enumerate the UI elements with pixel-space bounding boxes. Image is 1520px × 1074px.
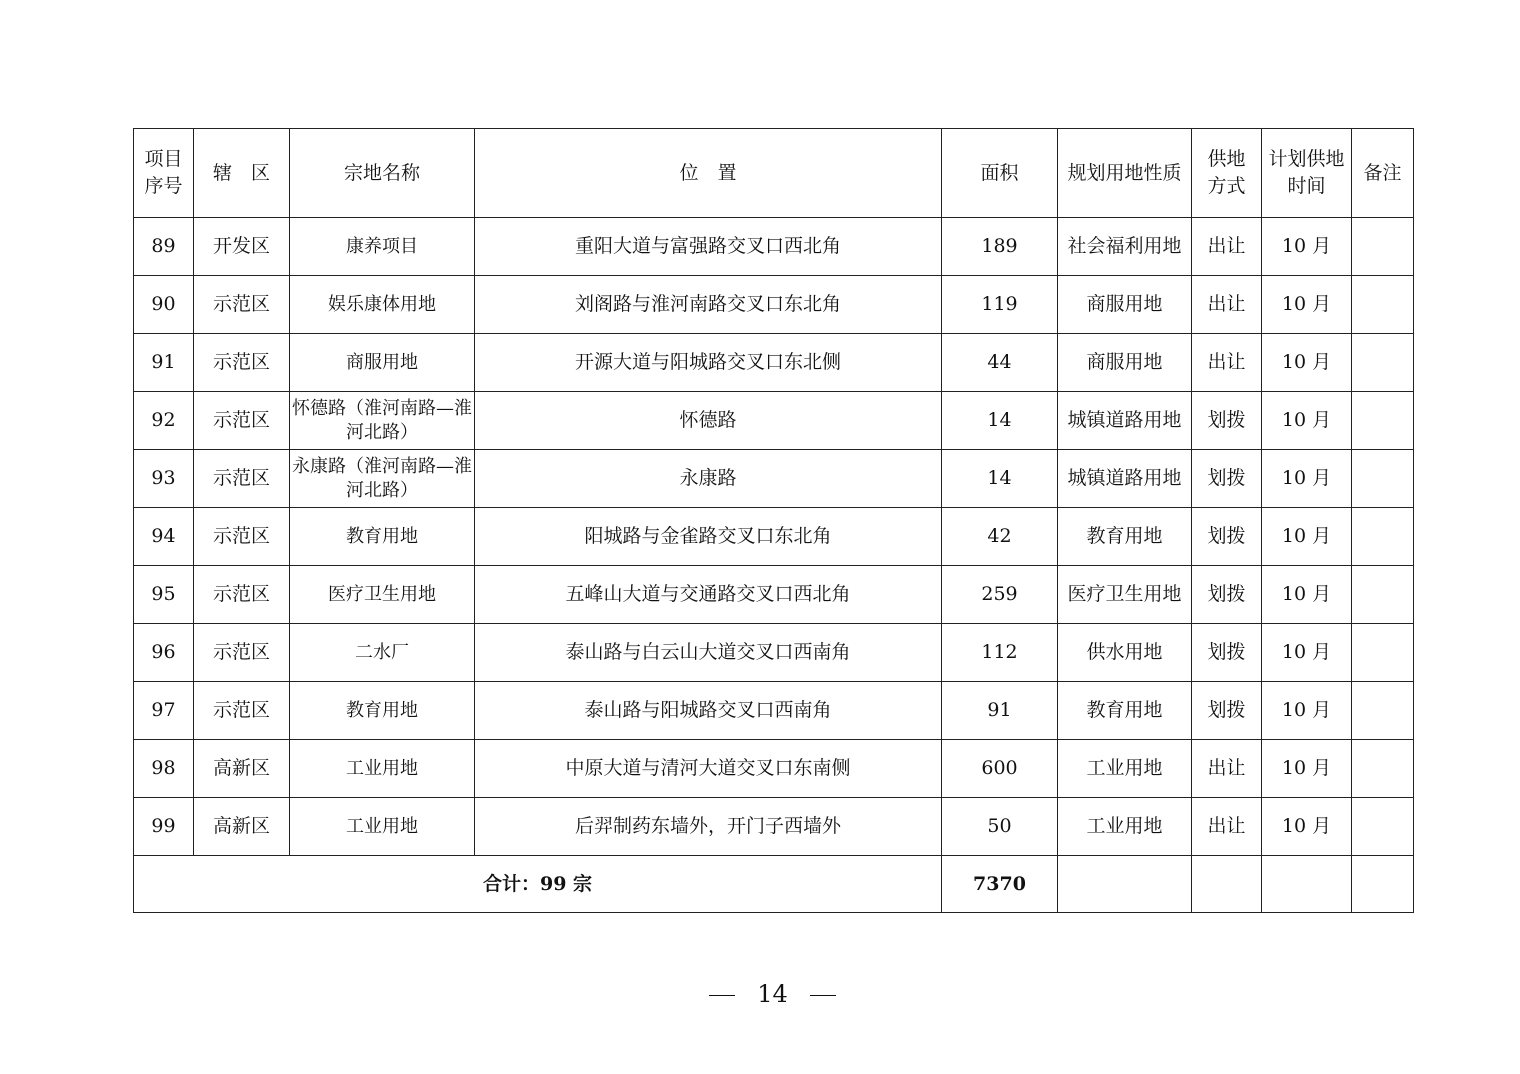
cell-usage: 工业用地 <box>1058 798 1192 856</box>
cell-name: 医疗卫生用地 <box>290 566 475 624</box>
cell-index: 99 <box>134 798 194 856</box>
cell-supply: 出让 <box>1192 740 1262 798</box>
cell-location: 中原大道与清河大道交叉口东南侧 <box>475 740 942 798</box>
cell-location: 泰山路与白云山大道交叉口西南角 <box>475 624 942 682</box>
table-row <box>134 218 1414 276</box>
header-name: 宗地名称 <box>290 129 475 218</box>
cell-district: 示范区 <box>194 276 290 334</box>
table-row <box>134 508 1414 566</box>
cell-note <box>1352 682 1414 740</box>
header-area: 面积 <box>942 129 1058 218</box>
total-row <box>134 856 1414 913</box>
cell-supply: 划拨 <box>1192 566 1262 624</box>
cell-index: 97 <box>134 682 194 740</box>
cell-time: 10 月 <box>1262 392 1352 450</box>
table-body <box>134 218 1414 856</box>
cell-name: 工业用地 <box>290 740 475 798</box>
cell-name: 怀德路（淮河南路—淮河北路） <box>290 392 475 450</box>
cell-area: 189 <box>942 218 1058 276</box>
cell-area: 50 <box>942 798 1058 856</box>
total-empty-cell <box>1262 856 1352 913</box>
cell-supply: 划拨 <box>1192 450 1262 508</box>
cell-location: 五峰山大道与交通路交叉口西北角 <box>475 566 942 624</box>
table-row <box>134 740 1414 798</box>
cell-district: 示范区 <box>194 450 290 508</box>
cell-note <box>1352 508 1414 566</box>
cell-area: 44 <box>942 334 1058 392</box>
cell-note <box>1352 334 1414 392</box>
cell-note <box>1352 624 1414 682</box>
cell-usage: 工业用地 <box>1058 740 1192 798</box>
cell-time: 10 月 <box>1262 624 1352 682</box>
header-district: 辖 区 <box>194 129 290 218</box>
cell-usage: 城镇道路用地 <box>1058 450 1192 508</box>
cell-area: 259 <box>942 566 1058 624</box>
cell-supply: 出让 <box>1192 798 1262 856</box>
cell-name: 商服用地 <box>290 334 475 392</box>
dash-right <box>810 995 836 996</box>
header-row <box>134 129 1414 218</box>
cell-time: 10 月 <box>1262 450 1352 508</box>
cell-note <box>1352 450 1414 508</box>
cell-location: 后羿制药东墙外，开门子西墙外 <box>475 798 942 856</box>
page-footer <box>0 980 1520 1008</box>
cell-name: 教育用地 <box>290 508 475 566</box>
table-header <box>134 129 1414 218</box>
page-number: 14 <box>757 980 788 1008</box>
cell-time: 10 月 <box>1262 334 1352 392</box>
table-row <box>134 624 1414 682</box>
cell-name: 永康路（淮河南路—淮河北路） <box>290 450 475 508</box>
table-row <box>134 276 1414 334</box>
cell-usage: 教育用地 <box>1058 508 1192 566</box>
cell-index: 98 <box>134 740 194 798</box>
cell-name: 娱乐康体用地 <box>290 276 475 334</box>
cell-district: 示范区 <box>194 624 290 682</box>
cell-note <box>1352 392 1414 450</box>
cell-index: 96 <box>134 624 194 682</box>
cell-district: 高新区 <box>194 798 290 856</box>
cell-index: 94 <box>134 508 194 566</box>
dash-left <box>709 995 735 996</box>
cell-area: 112 <box>942 624 1058 682</box>
cell-note <box>1352 798 1414 856</box>
cell-time: 10 月 <box>1262 276 1352 334</box>
cell-index: 93 <box>134 450 194 508</box>
cell-usage: 社会福利用地 <box>1058 218 1192 276</box>
cell-note <box>1352 218 1414 276</box>
cell-area: 14 <box>942 450 1058 508</box>
cell-area: 14 <box>942 392 1058 450</box>
total-empty-cell <box>1192 856 1262 913</box>
total-label: 合计：99 宗 <box>134 856 942 913</box>
cell-location: 泰山路与阳城路交叉口西南角 <box>475 682 942 740</box>
cell-district: 示范区 <box>194 566 290 624</box>
total-empty-cell <box>1058 856 1192 913</box>
cell-location: 刘阁路与淮河南路交叉口东北角 <box>475 276 942 334</box>
cell-supply: 划拨 <box>1192 508 1262 566</box>
total-area: 7370 <box>942 856 1058 913</box>
cell-usage: 医疗卫生用地 <box>1058 566 1192 624</box>
header-note: 备注 <box>1352 129 1414 218</box>
cell-name: 工业用地 <box>290 798 475 856</box>
cell-time: 10 月 <box>1262 798 1352 856</box>
header-location: 位 置 <box>475 129 942 218</box>
cell-usage: 供水用地 <box>1058 624 1192 682</box>
cell-usage: 商服用地 <box>1058 276 1192 334</box>
table-row <box>134 682 1414 740</box>
cell-note <box>1352 740 1414 798</box>
cell-district: 开发区 <box>194 218 290 276</box>
cell-location: 重阳大道与富强路交叉口西北角 <box>475 218 942 276</box>
cell-note <box>1352 566 1414 624</box>
cell-location: 永康路 <box>475 450 942 508</box>
cell-location: 怀德路 <box>475 392 942 450</box>
cell-usage: 商服用地 <box>1058 334 1192 392</box>
table-footer <box>134 856 1414 913</box>
table-row <box>134 392 1414 450</box>
table-row <box>134 566 1414 624</box>
cell-area: 91 <box>942 682 1058 740</box>
cell-supply: 划拨 <box>1192 624 1262 682</box>
cell-usage: 城镇道路用地 <box>1058 392 1192 450</box>
cell-location: 开源大道与阳城路交叉口东北侧 <box>475 334 942 392</box>
header-supply: 供地 方式 <box>1192 129 1262 218</box>
cell-district: 示范区 <box>194 334 290 392</box>
cell-time: 10 月 <box>1262 218 1352 276</box>
header-index: 项目 序号 <box>134 129 194 218</box>
header-time: 计划供地 时间 <box>1262 129 1352 218</box>
table-row <box>134 798 1414 856</box>
cell-note <box>1352 276 1414 334</box>
cell-supply: 出让 <box>1192 218 1262 276</box>
cell-time: 10 月 <box>1262 566 1352 624</box>
cell-supply: 划拨 <box>1192 682 1262 740</box>
cell-supply: 出让 <box>1192 276 1262 334</box>
cell-supply: 出让 <box>1192 334 1262 392</box>
cell-usage: 教育用地 <box>1058 682 1192 740</box>
cell-area: 600 <box>942 740 1058 798</box>
table-row <box>134 450 1414 508</box>
cell-district: 示范区 <box>194 682 290 740</box>
cell-time: 10 月 <box>1262 740 1352 798</box>
total-empty-cell <box>1352 856 1414 913</box>
cell-area: 42 <box>942 508 1058 566</box>
cell-name: 教育用地 <box>290 682 475 740</box>
land-supply-table <box>133 128 1414 913</box>
cell-area: 119 <box>942 276 1058 334</box>
cell-index: 95 <box>134 566 194 624</box>
cell-district: 示范区 <box>194 392 290 450</box>
cell-time: 10 月 <box>1262 508 1352 566</box>
cell-index: 90 <box>134 276 194 334</box>
cell-index: 89 <box>134 218 194 276</box>
cell-index: 92 <box>134 392 194 450</box>
cell-index: 91 <box>134 334 194 392</box>
header-usage: 规划用地性质 <box>1058 129 1192 218</box>
cell-name: 二水厂 <box>290 624 475 682</box>
table-row <box>134 334 1414 392</box>
cell-location: 阳城路与金雀路交叉口东北角 <box>475 508 942 566</box>
cell-district: 示范区 <box>194 508 290 566</box>
cell-name: 康养项目 <box>290 218 475 276</box>
cell-time: 10 月 <box>1262 682 1352 740</box>
cell-supply: 划拨 <box>1192 392 1262 450</box>
cell-district: 高新区 <box>194 740 290 798</box>
